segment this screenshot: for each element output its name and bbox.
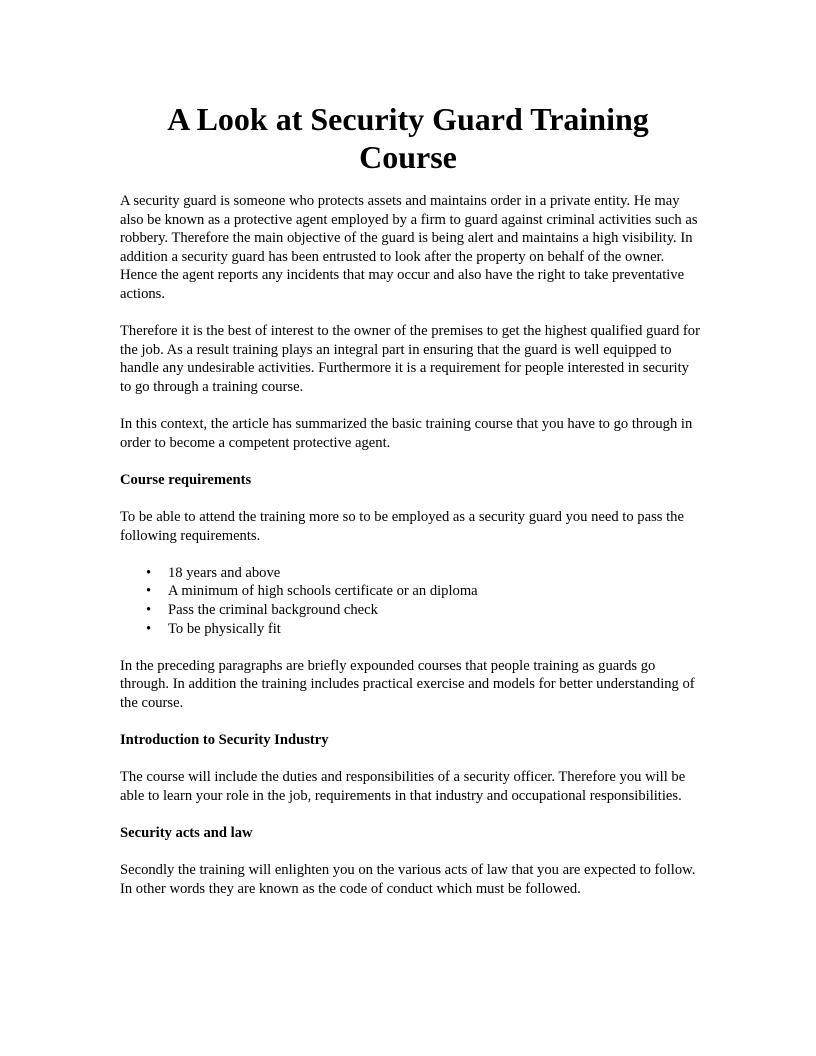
- intro-security-industry-heading: Introduction to Security Industry: [120, 732, 329, 749]
- context-paragraph: In this context, the article has summarized the basic training course that you have to go through in order to become a competent protective agent.: [120, 416, 693, 451]
- bullet-icon: •: [146, 564, 152, 581]
- list-item: • A minimum of high schools certificate or an diploma: [146, 583, 478, 600]
- bullet-icon: •: [146, 602, 152, 619]
- document-title: A Look at Security Guard Training Course: [167, 101, 649, 175]
- qualification-paragraph: Therefore it is the best of interest to the owner of the premises to get the highest qualified guard for the job. As a result training plays an integral part in ensuring that the guard is well equipped to handle any undesirable activities. Furthermore it is a requirement for people interested in security to go through a training course.: [120, 323, 700, 395]
- requirements-intro-paragraph: To be able to attend the training more so to be employed as a security guard you need to pass the following requirements.: [120, 509, 684, 544]
- intro-paragraph: A security guard is someone who protects assets and maintains order in a private entity. He may also be known as a protective agent employed by a firm to guard against criminal activities such as robbery. Therefore the main objective of the guard is being alert and maintains a high visibility. In addition a security guard has been entrusted to look after the property on behalf of the owner. Hence the agent reports any incidents that may occur and also have the right to take preventative actions.: [120, 193, 698, 302]
- courses-overview-paragraph: In the preceding paragraphs are briefly expounded courses that people training as guards go through. In addition the training includes practical exercise and models for better understanding of the course.: [120, 657, 695, 712]
- bullet-icon: •: [146, 620, 152, 637]
- list-item: • 18 years and above: [146, 564, 281, 581]
- acts-paragraph: Secondly the training will enlighten you on the various acts of law that you are expected to follow. In other words they are known as the code of conduct which must be followed.: [120, 862, 696, 897]
- bullet-icon: •: [146, 583, 152, 600]
- requirements-list: [120, 564, 700, 638]
- security-acts-heading: Security acts and law: [120, 825, 253, 842]
- list-item: • Pass the criminal background check: [146, 602, 378, 619]
- list-item: • To be physically fit: [146, 620, 281, 637]
- document-body: [120, 192, 700, 917]
- course-requirements-heading: Course requirements: [120, 471, 252, 488]
- duties-paragraph: The course will include the duties and responsibilities of a security officer. Therefore you will be able to learn your role in the job, requirements in that industry and occupational responsibilities.: [120, 769, 686, 804]
